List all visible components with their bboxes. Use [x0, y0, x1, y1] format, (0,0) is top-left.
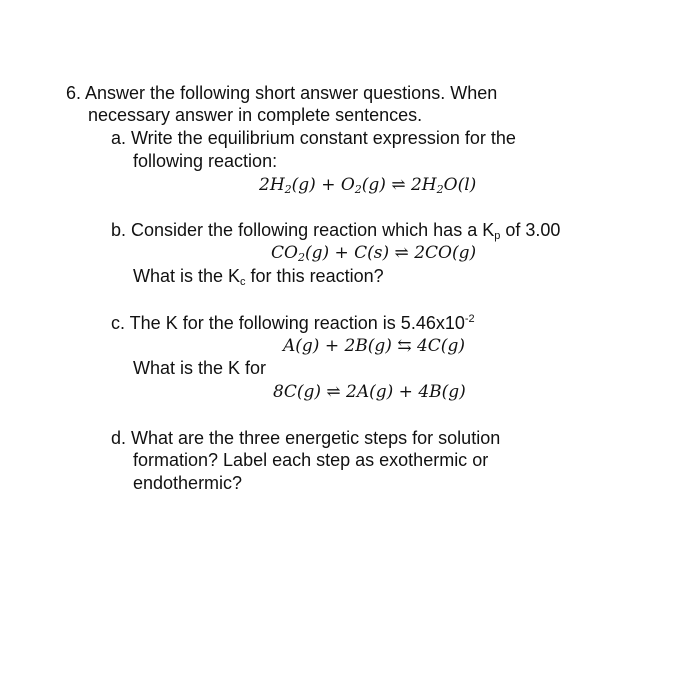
- part-c-line2: What is the K for: [133, 358, 267, 378]
- question-intro-line2: necessary answer in complete sentences.: [88, 105, 423, 125]
- question-intro-line1: 6. Answer the following short answer questions. When: [66, 83, 498, 103]
- part-c-equation1: A(g) + 2B(g) ⇆ 4C(g): [283, 336, 465, 356]
- part-c-line1: c. The K for the following reaction is $5.46x10^{-2}$: [111, 313, 475, 333]
- part-d-line1: d. What are the three energetic steps for solution: [111, 428, 501, 448]
- part-b-line2: What is the $K_c$ for this reaction?: [133, 266, 384, 288]
- part-b-equation: $CO_2(g) + C(s)$ ⇌ 2CO(g): [271, 243, 477, 264]
- part-c-equation2: 8C(g) ⇌ 2A(g) + 4B(g): [273, 382, 466, 402]
- part-a-line2: following reaction:: [133, 151, 278, 171]
- part-a-line1: a. Write the equilibrium constant expression for the: [111, 128, 516, 148]
- part-d-line3: endothermic?: [133, 473, 243, 493]
- part-b-line1: b. Consider the following reaction which has a $K_p$ of 3.00: [111, 220, 561, 242]
- part-d-line2: formation? Label each step as exothermic or: [133, 450, 489, 470]
- part-a-equation: $2H_2(g) + O_2(g)$ ⇌ $2H_2O(l)$: [259, 175, 477, 196]
